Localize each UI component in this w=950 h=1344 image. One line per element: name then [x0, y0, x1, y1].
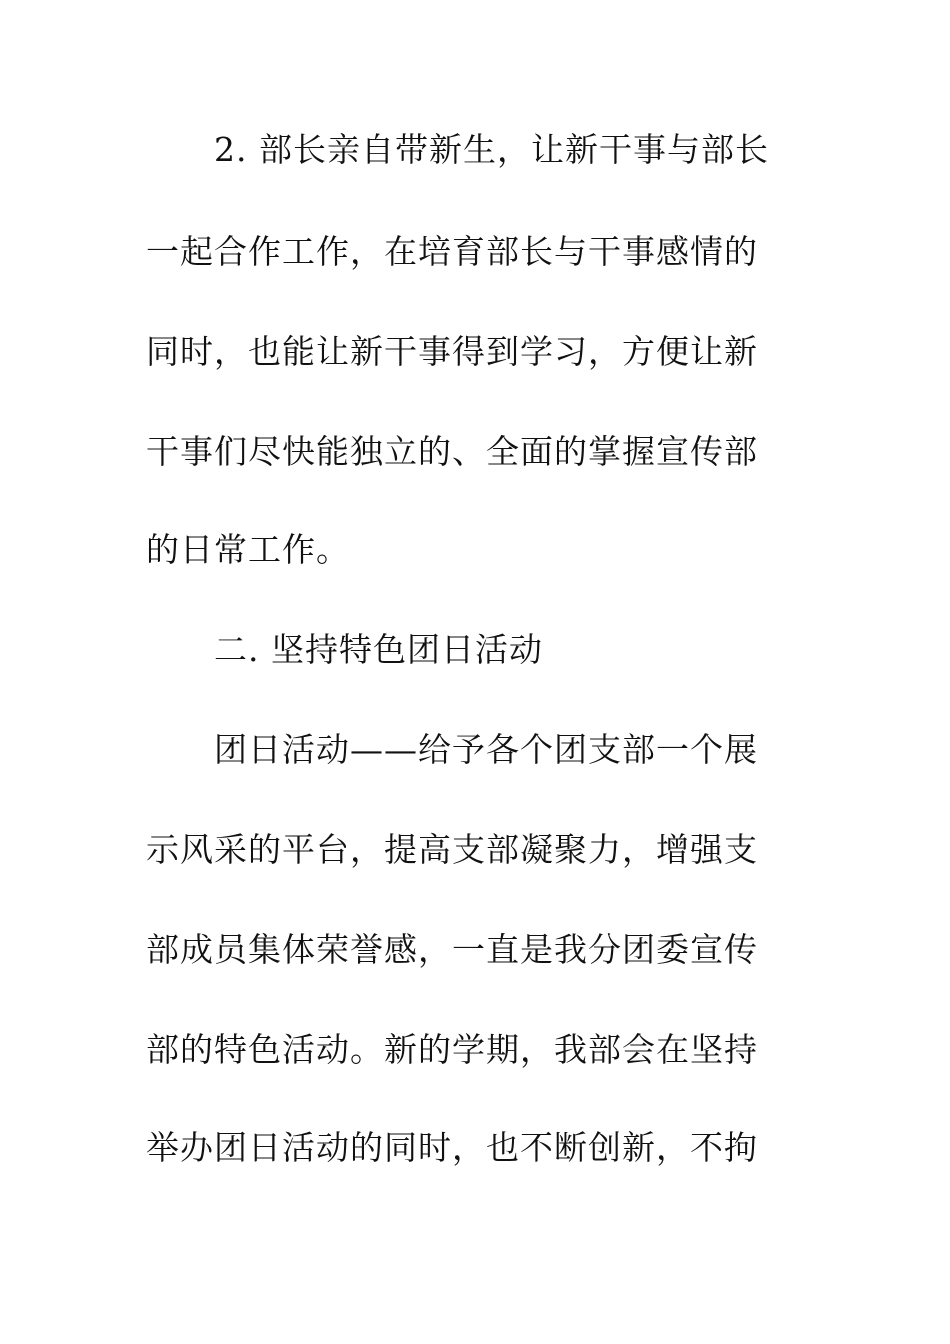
section-body-line-2: 示风采的平台，提高支部凝聚力，增强支 — [146, 830, 758, 869]
section-body-line-3: 部成员集体荣誉感，一直是我分团委宣传 — [146, 930, 758, 969]
section-body-line-4: 部的特色活动。新的学期，我部会在坚持 — [146, 1030, 758, 1069]
paragraph-item-2-line-5: 的日常工作。 — [146, 530, 350, 569]
section-heading: 二. 坚持特色团日活动 — [214, 630, 543, 669]
paragraph-item-2-line-4: 干事们尽快能独立的、全面的掌握宣传部 — [146, 432, 758, 471]
paragraph-item-2-line-1: 2. 部长亲自带新生，让新干事与部长 — [214, 130, 769, 169]
paragraph-item-2-line-2: 一起合作工作，在培育部长与干事感情的 — [146, 232, 758, 271]
section-body-line-1: 团日活动——给予各个团支部一个展 — [214, 730, 758, 769]
section-body-line-5: 举办团日活动的同时，也不断创新，不拘 — [146, 1128, 758, 1167]
paragraph-item-2-line-3: 同时，也能让新干事得到学习，方便让新 — [146, 332, 758, 371]
